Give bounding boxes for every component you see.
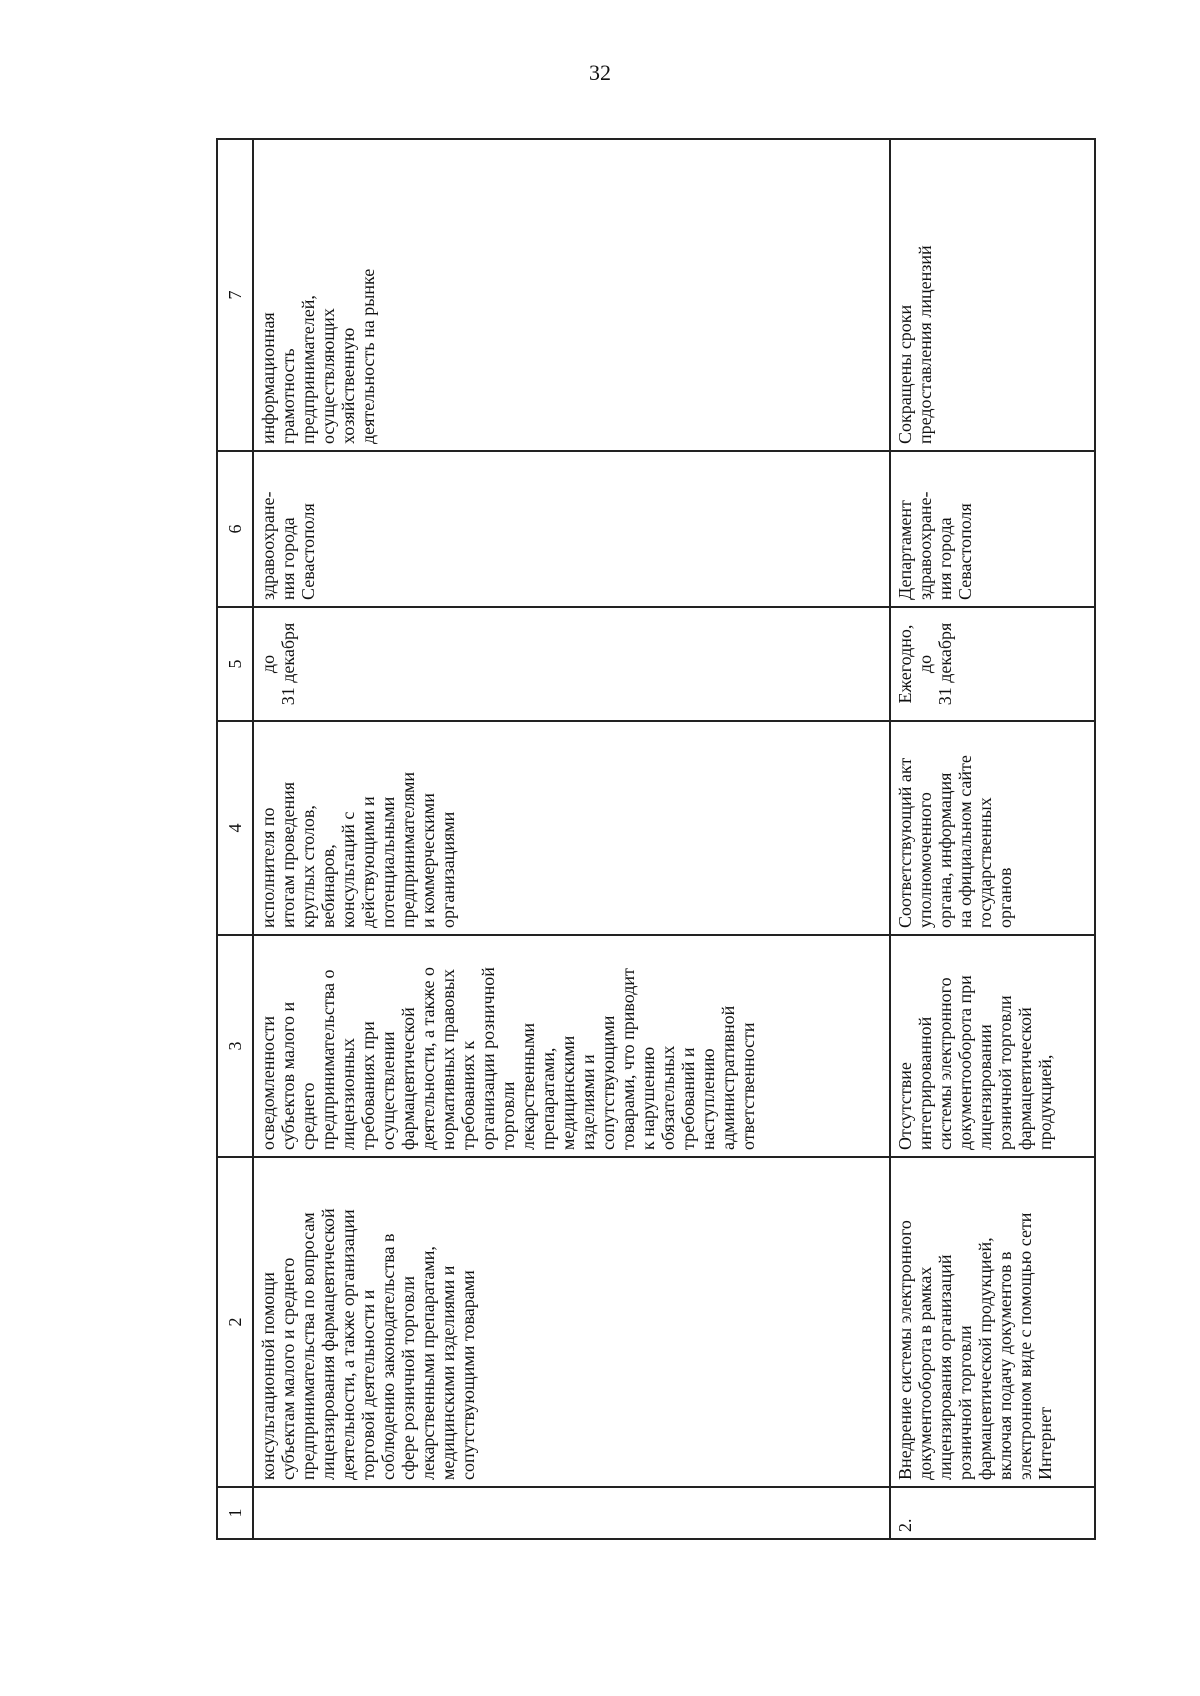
cell-measure — [890, 1157, 1095, 1487]
cell-line: итогам проведения — [278, 782, 298, 928]
cell-line: предпринимателей, — [298, 295, 318, 444]
cell-line: деятельности, а также организации — [338, 1209, 358, 1480]
cell-line: круглых столов, — [298, 805, 318, 928]
cell-line: Севастополя — [298, 503, 318, 600]
cell-line: Ежегодно, — [894, 624, 915, 704]
cell-line: Внедрение системы электронного — [894, 1220, 915, 1480]
cell-line: сопутствующими товарами — [458, 1270, 478, 1480]
cell-result-doc — [890, 721, 1095, 935]
cell-problem — [253, 935, 890, 1157]
header-col-5: 5 — [217, 607, 253, 721]
cell-line: продукцией, — [1034, 1054, 1055, 1150]
cell-line: информационная — [258, 312, 278, 444]
cell-line: предпринимательства о — [318, 969, 338, 1150]
cell-line: лицензионных — [338, 1038, 358, 1150]
cell-line: фармацевтической — [398, 1007, 418, 1150]
cell-line: 31 декабря — [934, 622, 955, 706]
page-number: 32 — [589, 60, 611, 85]
cell-expected-result — [890, 139, 1095, 451]
cell-line: лицензирования организаций — [934, 1254, 955, 1480]
cell-line: потенциальными — [378, 796, 398, 928]
cell-deadline — [253, 607, 890, 721]
cell-line: медицинскими изделиями и — [438, 1265, 458, 1480]
cell-responsible — [253, 451, 890, 607]
cell-line: осуществляющих — [318, 308, 338, 444]
cell-line: ответственности — [738, 1022, 758, 1150]
cell-line: грамотность — [278, 348, 298, 444]
cell-line: Сокращены сроки — [894, 304, 915, 444]
cell-line: розничной торговли — [954, 1325, 975, 1480]
cell-line: Интернет — [1034, 1407, 1055, 1480]
cell-line: Департамент — [894, 500, 915, 600]
cell-line: на официальном сайте — [954, 755, 975, 928]
cell-line: осуществлении — [378, 1031, 398, 1150]
cell-line: торговой деятельности и — [358, 1289, 378, 1480]
cell-line: деятельность на рынке — [358, 268, 378, 444]
cell-line: документооборота в рамках — [914, 1266, 935, 1480]
header-col-4: 4 — [217, 721, 253, 935]
cell-line: ния города — [934, 517, 955, 600]
header-col-3: 3 — [217, 935, 253, 1157]
cell-line: ния города — [278, 517, 298, 600]
cell-line: лицензировании — [974, 1024, 995, 1150]
cell-line: государственных — [974, 797, 995, 928]
cell-line: субъектов малого и — [278, 1001, 298, 1150]
header-col-6: 6 — [217, 451, 253, 607]
cell-line: наступлению — [698, 1048, 718, 1150]
cell-line: административной — [718, 1005, 738, 1150]
cell-line: Соответствующий акт — [894, 757, 915, 928]
cell-line: требованиях к — [458, 1040, 478, 1150]
cell-line: до — [258, 654, 278, 674]
cell-line: розничной торговли — [994, 995, 1015, 1150]
cell-line: системы электронного — [934, 977, 955, 1150]
cell-line: и коммерческими — [418, 793, 438, 928]
cell-line: консультационной помощи — [258, 1272, 278, 1480]
cell-line: Отсутствие — [894, 1062, 915, 1150]
cell-line: деятельности, а также о — [418, 966, 438, 1150]
cell-line: торговли — [498, 1081, 518, 1150]
measures-table — [216, 138, 1096, 1540]
cell-line: электронном виде с помощью сети — [1014, 1212, 1035, 1480]
cell-line: лицензирования фармацевтической — [318, 1208, 338, 1480]
cell-line: среднего — [298, 1082, 318, 1150]
cell-line: соблюдению законодательства в — [378, 1233, 398, 1480]
header-col-2: 2 — [217, 1157, 253, 1487]
cell-line: исполнителя по — [258, 807, 278, 928]
header-row — [217, 139, 253, 1539]
cell-line: лекарственными препаратами, — [418, 1246, 438, 1480]
cell-line: органа, информация — [934, 772, 955, 928]
cell-line: требованиях при — [358, 1021, 378, 1150]
cell-line: действующими и — [358, 796, 378, 928]
cell-line: до — [914, 654, 935, 674]
cell-line: сфере розничной торговли — [398, 1276, 418, 1480]
cell-line: 31 декабря — [278, 622, 298, 706]
header-col-7: 7 — [217, 139, 253, 451]
cell-line: интегрированной — [914, 1016, 935, 1150]
cell-line: включая подачу документов в — [994, 1251, 1015, 1480]
cell-line: предпринимателями — [398, 771, 418, 928]
cell-expected-result — [253, 139, 890, 451]
cell-line: Севастополя — [954, 503, 975, 600]
cell-line: уполномоченного — [914, 792, 935, 928]
cell-line: к нарушению — [638, 1046, 658, 1150]
cell-deadline — [890, 607, 1095, 721]
cell-line: фармацевтической продукцией, — [974, 1237, 995, 1480]
cell-line: здравоохране- — [258, 491, 278, 600]
cell-line: предоставления лицензий — [914, 245, 935, 444]
cell-line: нормативных правовых — [438, 969, 458, 1150]
cell-line: органов — [994, 867, 1015, 928]
table-rotated-wrapper — [216, 140, 1096, 1540]
cell-responsible — [890, 451, 1095, 607]
cell-line: препаратами, — [538, 1047, 558, 1150]
cell-line: здравоохране- — [914, 491, 935, 600]
header-col-1: 1 — [217, 1487, 253, 1539]
cell-result-doc — [253, 721, 890, 935]
cell-line: предпринимательства по вопросам — [298, 1212, 318, 1480]
cell-problem — [890, 935, 1095, 1157]
table-row — [253, 139, 890, 1539]
cell-line: вебинаров, — [318, 844, 338, 928]
cell-line: организациями — [438, 811, 458, 928]
cell-line: медицинскими — [558, 1035, 578, 1150]
cell-line: фармацевтической — [1014, 1007, 1035, 1150]
cell-line: требований и — [678, 1047, 698, 1150]
cell-line: сопутствующими — [598, 1015, 618, 1150]
cell-line: изделиями и — [578, 1054, 598, 1150]
cell-line: субъектам малого и среднего — [278, 1257, 298, 1480]
cell-line: обязательных — [658, 1045, 678, 1150]
cell-line: организации розничной — [478, 967, 498, 1150]
cell-line: хозяйственную — [338, 327, 358, 444]
cell-number: 2. — [890, 1487, 1095, 1539]
cell-line: лекарственными — [518, 1022, 538, 1150]
cell-line: консультаций с — [338, 811, 358, 928]
cell-line: осведомленности — [258, 1016, 278, 1150]
table-row — [890, 139, 1095, 1539]
cell-number — [253, 1487, 890, 1539]
cell-line: товарами, что приводит — [618, 968, 638, 1150]
cell-measure — [253, 1157, 890, 1487]
cell-line: документооборота при — [954, 975, 975, 1150]
